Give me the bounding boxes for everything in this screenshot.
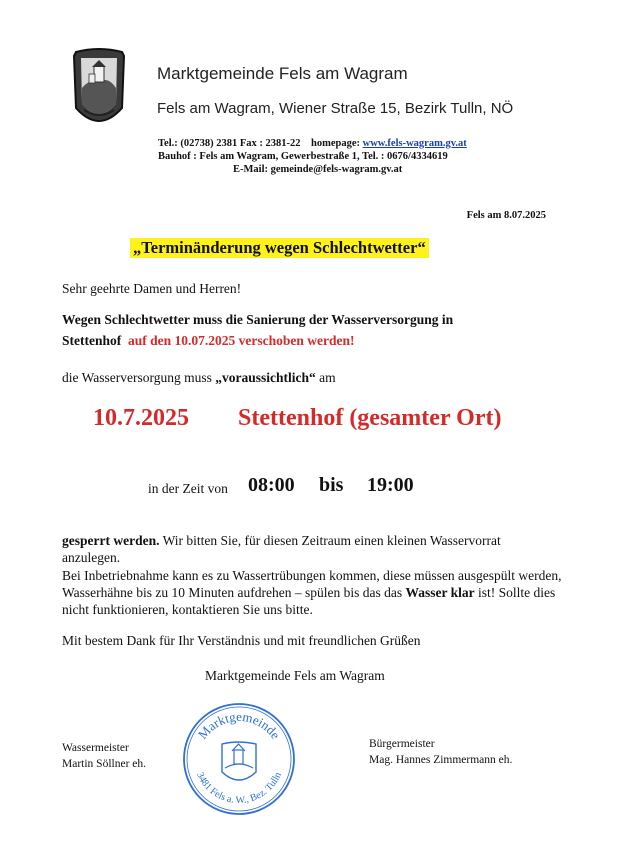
- salutation: Sehr geehrte Damen und Herren!: [62, 281, 242, 296]
- notice-line-2: [62, 333, 355, 349]
- organization-address: Fels am Wagram, Wiener Straße 15, Bezirk Tulln, NÖ: [157, 100, 514, 117]
- official-municipal-stamp-icon: [180, 700, 298, 818]
- water-master-title: Wassermeister: [62, 742, 129, 754]
- time-from: 08:00: [248, 474, 295, 496]
- mayor-name: Mag. Hannes Zimmermann eh.: [369, 754, 513, 766]
- contact-phone-text: Tel.: (02738) 2381 Fax : 2381-22 homepage:: [158, 138, 363, 149]
- intro-pre: die Wasserversorgung muss: [62, 370, 216, 385]
- contact-email-line: E-Mail: gemeinde@fels-wagram.gv.at: [233, 164, 403, 175]
- water-master-name: Martin Söllner eh.: [62, 758, 146, 770]
- time-label: in der Zeit von: [148, 481, 228, 496]
- block-text-2: Bei Inbetriebnahme kann es zu Wassertrübungen kommen, diese müssen ausgespült werden, Wasserhähne bis zu 10 Minuten aufdrehen – spülen bis das das: [62, 567, 562, 600]
- notice-new-date: auf den 10.07.2025 verschoben werden!: [128, 333, 355, 348]
- municipal-coat-of-arms-icon: [70, 48, 128, 132]
- letter-headline: „Terminänderung wegen Schlechtwetter“: [130, 238, 429, 258]
- organization-name: Marktgemeinde Fels am Wagram: [157, 64, 408, 83]
- intro-line: [62, 370, 336, 386]
- block-text-3: ist! Sollte dies nicht funktionieren, kontaktieren Sie uns bitte.: [62, 584, 556, 618]
- big-date: 10.7.2025: [93, 405, 189, 431]
- block-text-1: Wir bitten Sie, für diesen Zeitraum einen kleinen Wasservorrat anzulegen.: [62, 533, 501, 566]
- instructions-paragraph: [62, 532, 562, 618]
- stamp-bottom-text: 3481 Fels a. W., Bez. Tulln: [194, 770, 284, 807]
- intro-voraussichtlich: „voraussichtlich“: [215, 370, 316, 385]
- time-to: 19:00: [367, 474, 414, 496]
- contact-phone-line: [158, 138, 467, 149]
- intro-post: am: [315, 370, 336, 385]
- homepage-link[interactable]: www.fels-wagram.gv.at: [362, 138, 467, 149]
- blocked-text: gesperrt werden.: [62, 533, 160, 548]
- letter-date: Fels am 8.07.2025: [466, 210, 546, 221]
- stamp-top-text: Marktgemeinde: [194, 709, 284, 742]
- water-clear-text: Wasser klar: [405, 584, 475, 600]
- big-place: Stettenhof (gesamter Ort): [238, 405, 502, 431]
- notice-line-1: Wegen Schlechtwetter muss die Sanierung der Wasserversorgung in: [62, 312, 454, 327]
- signature-right: [369, 736, 512, 768]
- closing-line: Mit bestem Dank für Ihr Verständnis und mit freundlichen Grüßen: [62, 633, 421, 648]
- contact-bauhof-line: Bauhof : Fels am Wagram, Gewerbestraße 1, Tel. : 0676/4334619: [158, 151, 448, 162]
- signature-left: [62, 740, 146, 772]
- notice-location: Stettenhof: [62, 333, 122, 348]
- mayor-title: Bürgermeister: [369, 738, 435, 750]
- time-bis: bis: [319, 474, 344, 496]
- closing-organization: Marktgemeinde Fels am Wagram: [205, 668, 385, 683]
